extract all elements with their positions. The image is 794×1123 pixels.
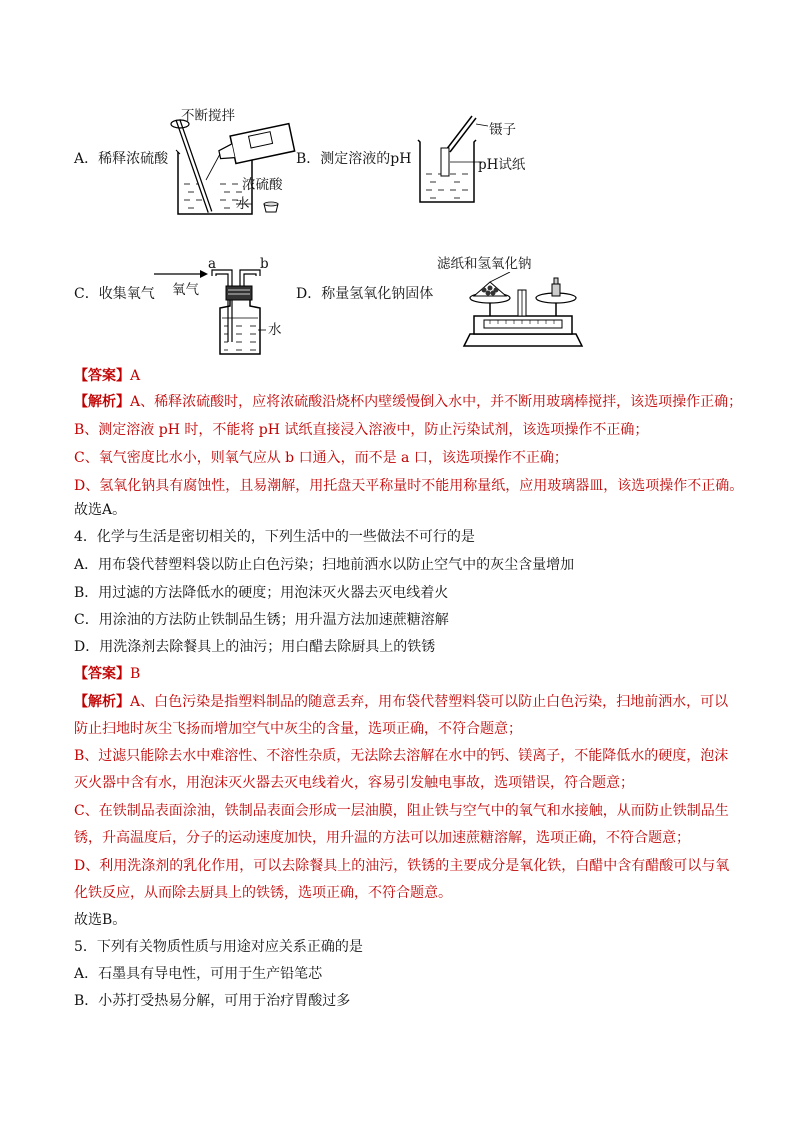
analysis-tag: 【解析】	[74, 694, 130, 710]
q5-stem: 5．下列有关物质性质与用途对应关系正确的是	[74, 939, 363, 955]
ph-test-diagram	[410, 112, 490, 206]
q4-analysis-line-6: 锈，升高温度后，分子的运动速度加快，用升温的方法可以加速蔗糖溶解，选项正确，不符合题意；	[74, 830, 690, 846]
figure-a-caption: A．稀释浓硫酸	[74, 151, 169, 167]
q4-answer	[74, 664, 140, 684]
figure-b-paper-label: pH试纸	[478, 157, 526, 173]
balance-diagram	[460, 272, 586, 348]
q4-analysis-line-7: D、利用洗涤剂的乳化作用，可以去除餐具上的油污，铁锈的主要成分是氧化铁，白醋中含有醋酸可以与氧	[74, 858, 730, 874]
figure-b-caption: B．测定溶液的pH	[296, 151, 412, 167]
figure-a-stir-label: 不断搅拌	[181, 108, 235, 124]
q4-analysis-line-1: 【解析】A、白色污染是指塑料制品的随意丢弃，用布袋代替塑料袋可以防止白色污染，扫地前洒水，可以	[74, 694, 729, 710]
q4-conclusion: 故选B。	[74, 912, 127, 928]
figure-c-port-b-label: b	[260, 256, 269, 272]
answer-tag: 【答案】	[74, 368, 130, 384]
figure-c-port-a-label: a	[208, 256, 217, 272]
beaker-dilution-diagram	[160, 112, 300, 222]
q4-analysis-line-4: 灭火器中含有水，用泡沫灭火器去灭电线着火，容易引发触电事故，选项错误，符合题意；	[74, 775, 634, 791]
q4-option-a: A．用布袋代替塑料袋以防止白色污染；扫地前洒水以防止空气中的灰尘含量增加	[74, 557, 575, 573]
figure-c-caption: C．收集氧气	[74, 286, 155, 302]
q4-analysis-line-5: C、在铁制品表面涂油，铁制品表面会形成一层油膜，阻止铁与空气中的氧气和水接触，从而防止铁制品生	[74, 803, 729, 819]
answer-value: A	[130, 368, 141, 384]
q3-conclusion: 故选A。	[74, 502, 127, 518]
answer-tag: 【答案】	[74, 666, 130, 682]
q4-option-b: B．用过滤的方法降低水的硬度；用泡沫灭火器去灭电线着火	[74, 585, 449, 601]
q3-analysis-b: B、测定溶液 pH 时，不能将 pH 试纸直接浸入溶液中，防止污染试剂，该选项操作不正确；	[74, 422, 649, 438]
analysis-tag: 【解析】	[74, 394, 130, 410]
figure-d-caption: D．称量氢氧化钠固体	[296, 286, 434, 302]
q5-option-b: B．小苏打受热易分解，可用于治疗胃酸过多	[74, 993, 351, 1009]
q4-option-c: C．用涂油的方法防止铁制品生锈；用升温方法加速蔗糖溶解	[74, 612, 449, 628]
figure-a-acid-label: 浓硫酸	[242, 177, 283, 193]
figure-c-water-label: 水	[268, 322, 282, 338]
q4-analysis-line-3: B、过滤只能除去水中难溶性、不溶性杂质，无法除去溶解在水中的钙、镁离子，不能降低水的硬度，泡沫	[74, 748, 729, 764]
q3-analysis-d: D、氢氧化钠具有腐蚀性，且易潮解，用托盘天平称量时不能用称量纸，应用玻璃器皿，该选项操作不正确。	[74, 478, 744, 494]
q3-analysis-c: C、氧气密度比水小，则氧气应从 b 口通入，而不是 a 口，该选项操作不正确；	[74, 450, 568, 466]
figure-a-water-label: 水	[236, 196, 250, 212]
q3-answer	[74, 366, 140, 386]
answer-value: B	[130, 666, 141, 682]
q4-stem: 4．化学与生活是密切相关的，下列生活中的一些做法不可行的是	[74, 529, 475, 545]
gas-collection-diagram	[150, 262, 270, 358]
q4-option-d: D．用洗涤剂去除餐具上的油污；用白醋去除厨具上的铁锈	[74, 639, 436, 655]
q4-analysis-line-8: 化铁反应，从而除去厨具上的铁锈，选项正确，不符合题意。	[74, 885, 452, 901]
figure-d-top-label: 滤纸和氢氧化钠	[437, 256, 532, 272]
q4-analysis-line-2: 防止扫地时灰尘飞扬而增加空气中灰尘的含量，选项正确，不符合题意；	[74, 721, 522, 737]
q3-analysis-a: 【解析】A、稀释浓硫酸时，应将浓硫酸沿烧杯内壁缓慢倒入水中，并不断用玻璃棒搅拌，该选项操作正确；	[74, 394, 743, 410]
q5-option-a: A．石墨具有导电性，可用于生产铅笔芯	[74, 966, 323, 982]
figure-c-gas-label: 氧气	[172, 282, 199, 298]
figure-b-tweezers-label: 镊子	[489, 122, 516, 138]
